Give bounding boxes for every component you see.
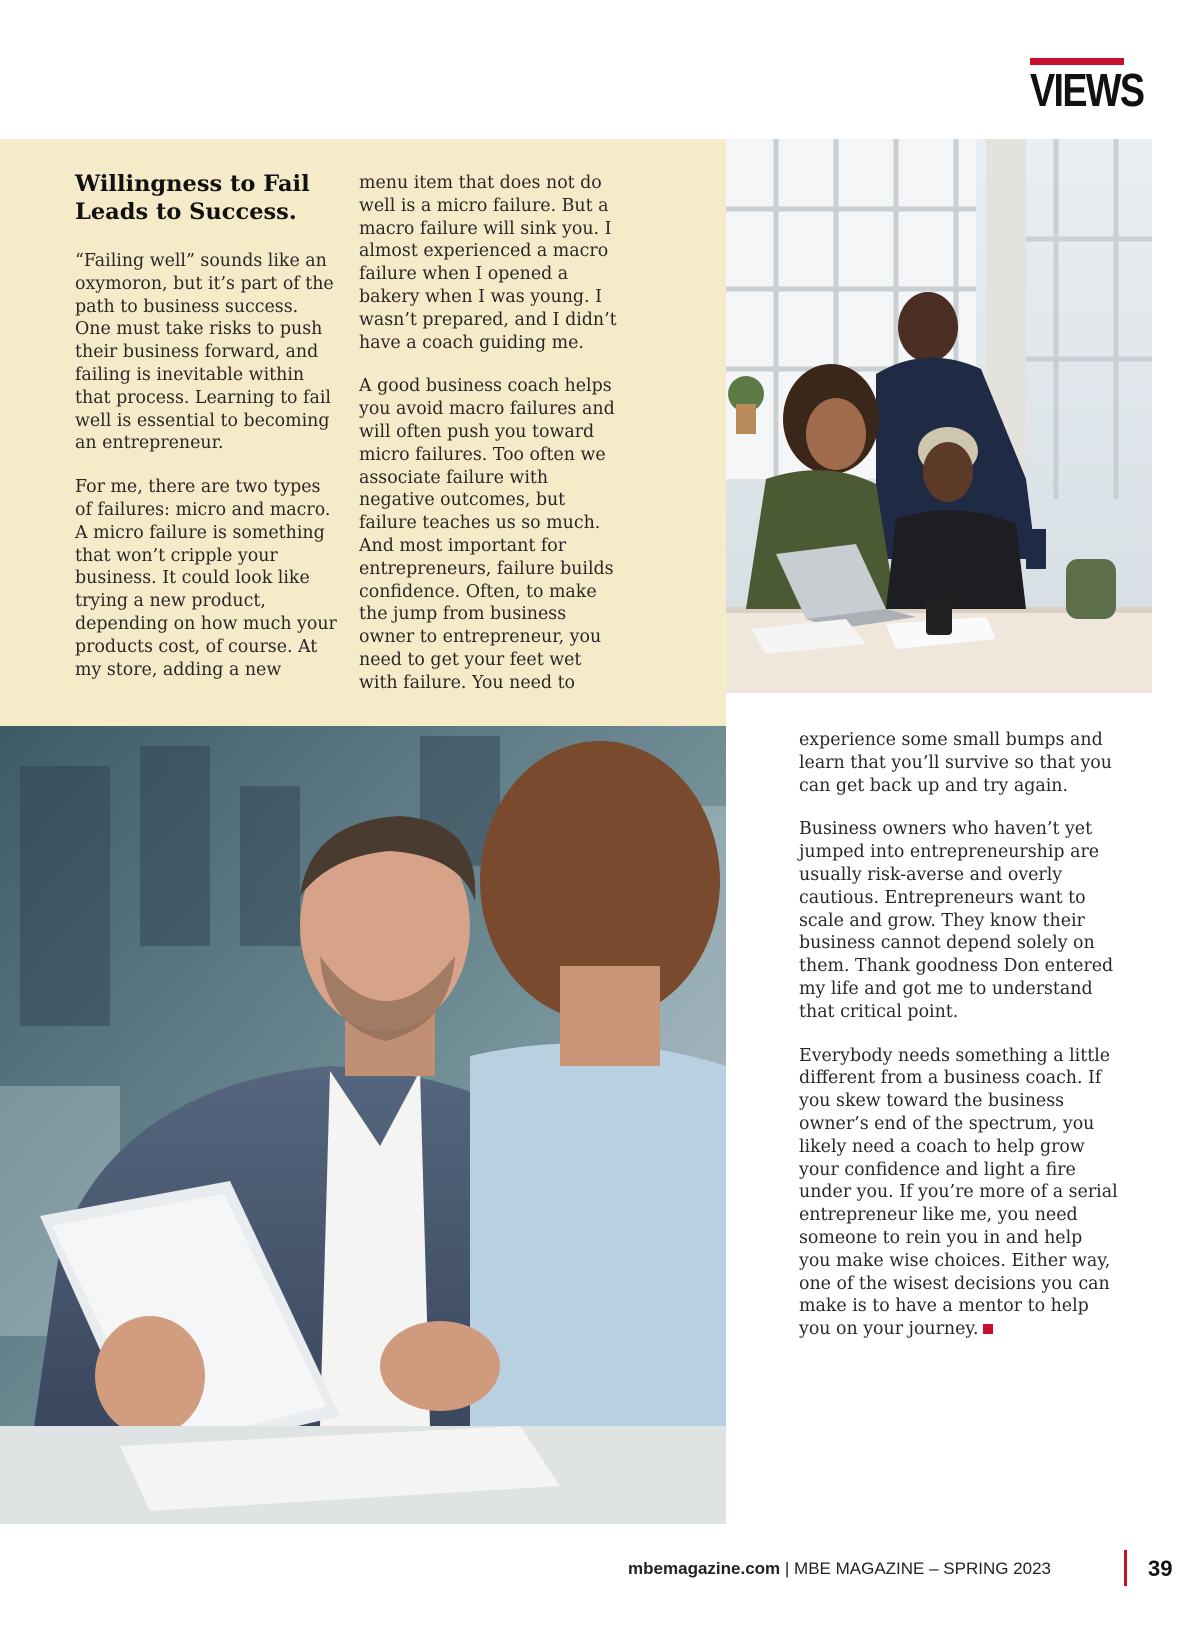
article-column-3 xyxy=(799,729,1119,1362)
paragraph: Business owners who haven’t yet jumped into entrepreneurship are usually risk-averse and overly cautious. Entrepreneurs want to scale and grow. They know their business cannot depend solely on them. Thank goodness Don entered my life and got me to understand that critical point. xyxy=(799,819,1114,1022)
footer-issue: MBE MAGAZINE – SPRING 2023 xyxy=(794,1559,1051,1578)
paragraph: menu item that does not do well is a micro failure. But a macro failure will sink you. I almost experienced a macro failure when I opened a bakery when I was young. I wasn’t prepared, and I didn’t have a coach guiding me. xyxy=(359,173,617,353)
section-label: VIEWS xyxy=(1030,64,1144,116)
article-column-2 xyxy=(359,172,621,716)
footer-site: mbemagazine.com xyxy=(628,1559,781,1578)
paragraph: experience some small bumps and learn that you’ll survive so that you can get back up and try again. xyxy=(799,730,1112,796)
article-column-1 xyxy=(75,170,337,702)
end-mark-icon xyxy=(983,1324,993,1334)
paragraph-final xyxy=(799,1045,1119,1341)
subhead-line-2: Leads to Success. xyxy=(75,199,297,225)
footer-separator: | xyxy=(780,1559,795,1578)
article-subhead xyxy=(75,170,337,226)
footer-divider xyxy=(1124,1550,1127,1586)
paragraph: “Failing well” sounds like an oxymoron, but it’s part of the path to business success. One must take risks to push their business forward, and failing is inevitable within that process. Learning to fail well is essential to becoming an entrepreneur. xyxy=(75,251,334,454)
page-number: 39 xyxy=(1148,1556,1173,1581)
subhead-line-1: Willingness to Fail xyxy=(75,171,310,197)
paragraph-text: Everybody needs something a little different from a business coach. If you skew toward the business owner’s end of the spectrum, you likely need a coach to help grow your confidence and light a fire under you. If you’re more of a serial entrepreneur like me, you need someone to rein you in and help you make wise choices. Either way, one of the wisest decisions you can make is to have a mentor to help you on your journey. xyxy=(799,1045,1118,1340)
section-tag xyxy=(1030,58,1144,116)
team-laptop-photo xyxy=(726,139,1152,693)
footer-text xyxy=(628,1558,1051,1580)
paragraph: A good business coach helps you avoid macro failures and will often push you toward micro failures. Too often we associate failure with negative outcomes, but failure teaches us so much. And most important for entrepreneurs, failure builds confidence. Often, to make the jump from business owner to entrepreneur, you need to get your feet wet with failure. You need to xyxy=(359,376,615,693)
business-meeting-photo xyxy=(0,726,726,1524)
page-footer xyxy=(600,1550,1171,1590)
paragraph: For me, there are two types of failures: micro and macro. A micro failure is something that won’t cripple your business. It could look like trying a new product, depending on how much your products cost, of course. At my store, adding a new xyxy=(75,477,337,680)
